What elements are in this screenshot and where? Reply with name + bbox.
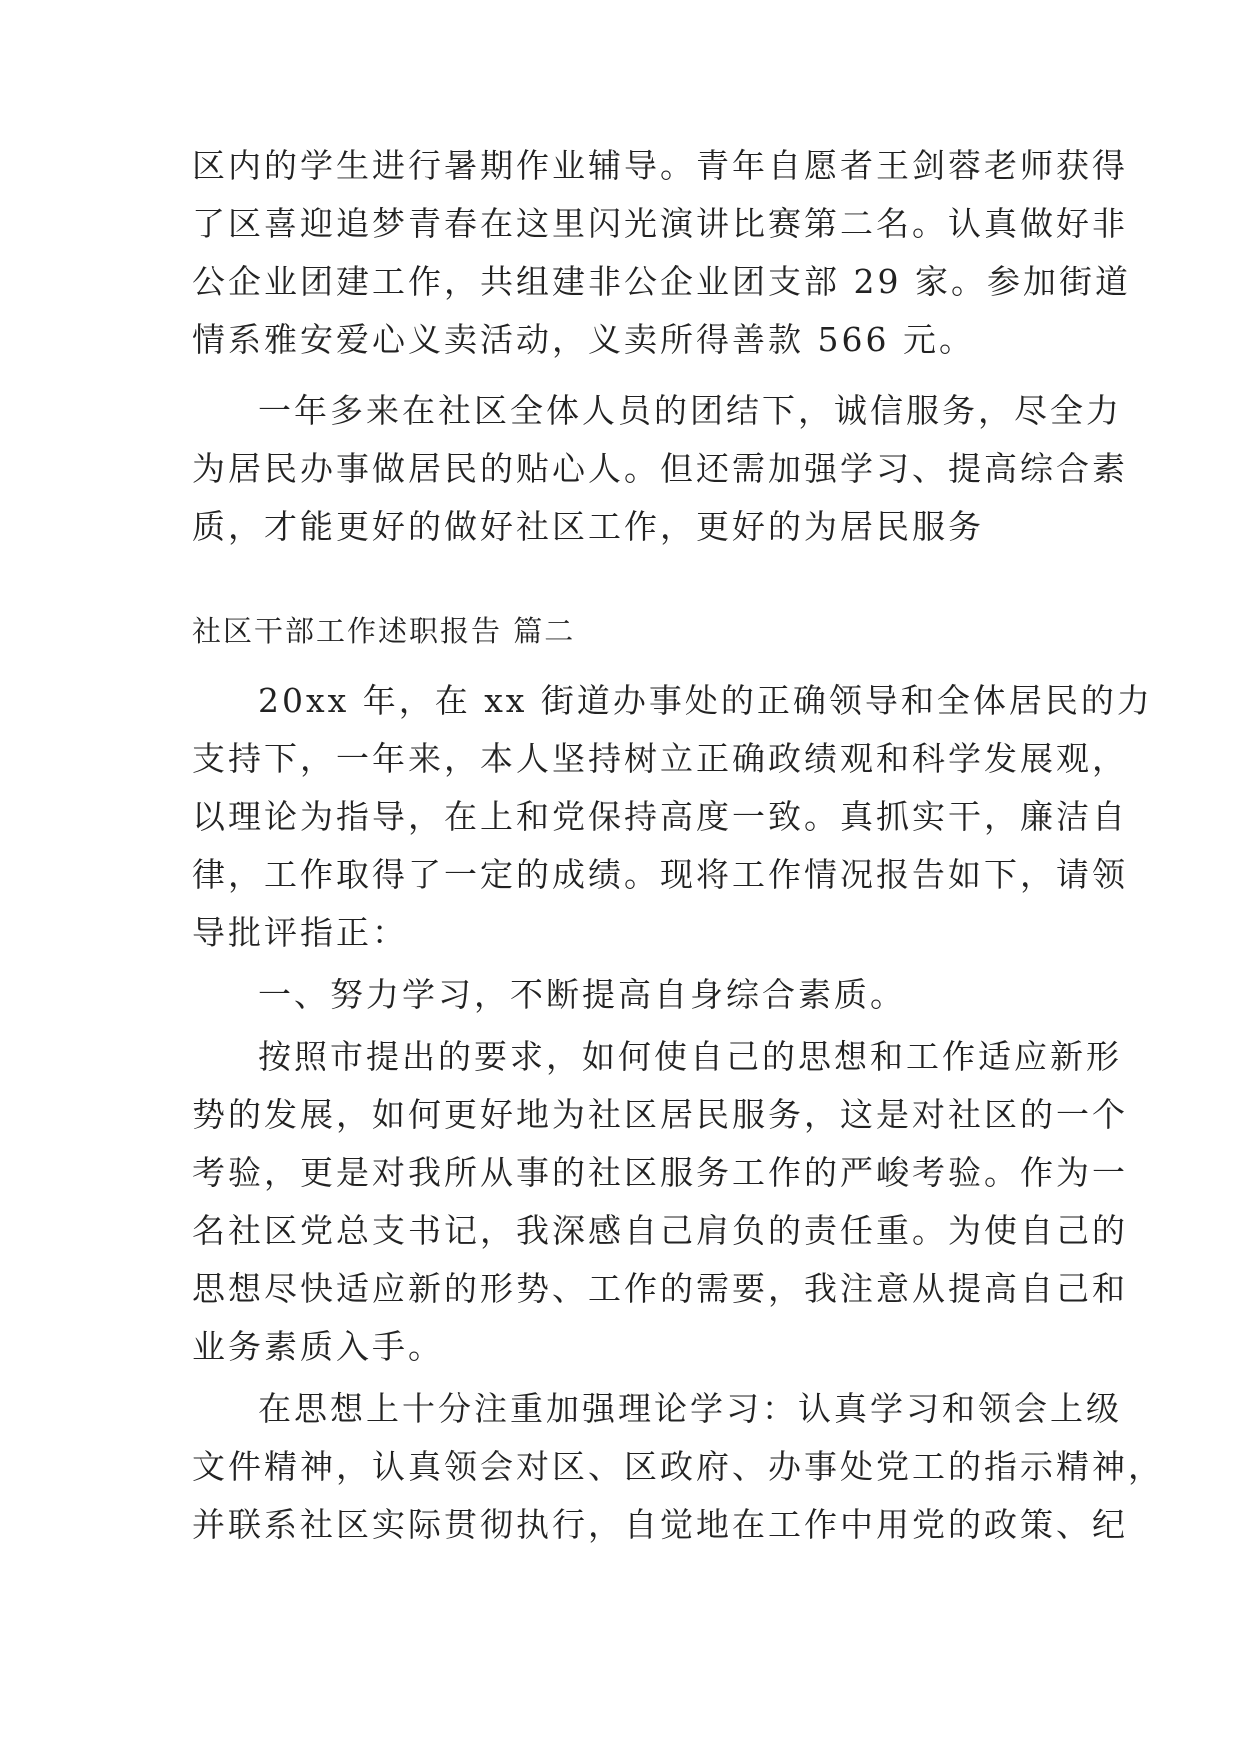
text-line: 20xx 年，在 xx 街道办事处的正确领导和全体居民的力 [258, 681, 1153, 720]
text-line: 为居民办事做居民的贴心人。但还需加强学习、提高综合素 [192, 449, 1128, 488]
text-line: 文件精神，认真领会对区、区政府、办事处党工的指示精神， [192, 1447, 1164, 1486]
text-line: 支持下，一年来，本人坚持树立正确政绩观和科学发展观， [192, 739, 1128, 778]
text-line: 并联系社区实际贯彻执行，自觉地在工作中用党的政策、纪 [192, 1505, 1128, 1544]
point-heading: 一、努力学习，不断提高自身综合素质。 [258, 975, 906, 1014]
text-line: 质，才能更好的做好社区工作，更好的为居民服务 [192, 507, 984, 546]
text-line: 区内的学生进行暑期作业辅导。青年自愿者王剑蓉老师获得 [192, 146, 1128, 185]
text-line: 公企业团建工作，共组建非公企业团支部 29 家。参加街道 [192, 262, 1131, 301]
section-heading: 社区干部工作述职报告 篇二 [192, 614, 576, 648]
text-line: 名社区党总支书记，我深感自己肩负的责任重。为使自己的 [192, 1211, 1128, 1250]
text-line: 按照市提出的要求，如何使自己的思想和工作适应新形 [258, 1037, 1122, 1076]
text-line: 思想尽快适应新的形势、工作的需要，我注意从提高自己和 [192, 1269, 1128, 1308]
text-line: 律，工作取得了一定的成绩。现将工作情况报告如下，请领 [192, 855, 1128, 894]
text-line: 以理论为指导，在上和党保持高度一致。真抓实干，廉洁自 [192, 797, 1128, 836]
text-line: 导批评指正： [192, 913, 408, 952]
text-line: 一年多来在社区全体人员的团结下，诚信服务，尽全力 [258, 391, 1122, 430]
text-line: 情系雅安爱心义卖活动，义卖所得善款 566 元。 [192, 320, 975, 359]
text-line: 在思想上十分注重加强理论学习：认真学习和领会上级 [258, 1389, 1122, 1428]
text-line: 了区喜迎追梦青春在这里闪光演讲比赛第二名。认真做好非 [192, 204, 1128, 243]
text-line: 考验，更是对我所从事的社区服务工作的严峻考验。作为一 [192, 1153, 1128, 1192]
text-line: 势的发展，如何更好地为社区居民服务，这是对社区的一个 [192, 1095, 1128, 1134]
text-line: 业务素质入手。 [192, 1327, 444, 1366]
